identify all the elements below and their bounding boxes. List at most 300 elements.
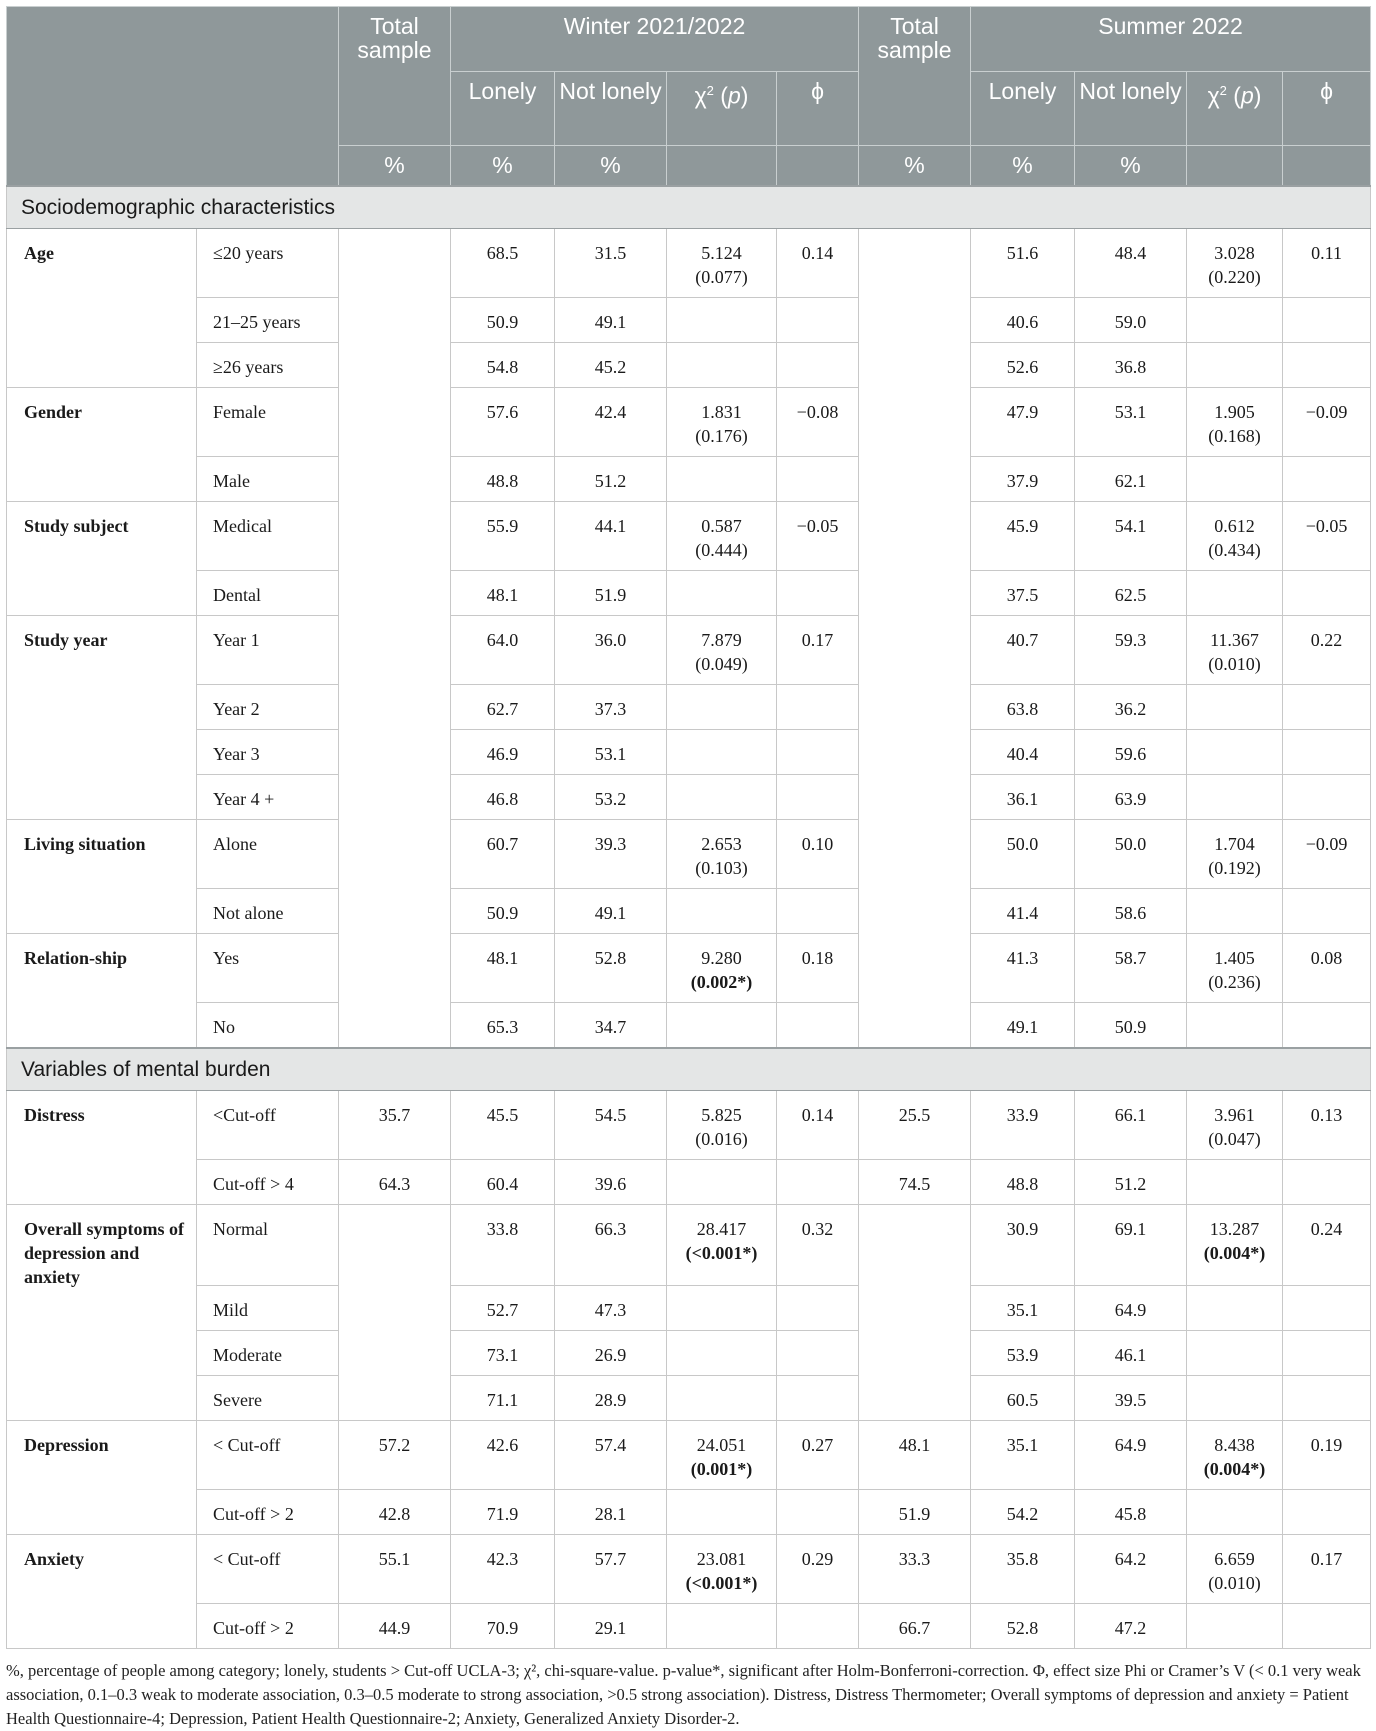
- footnote-text: %, percentage of people among category; lonely, students > Cut-off UCLA-3; χ², chi-square-value. p-value*, significant after Holm-Bonferroni-correction. Φ, effect size Phi or Cramer’s V (< 0.1 very weak association, 0.1–0.3 weak to moderate association, 0.3–0.5 moderate to strong association, >0.5 strong association). Distress, Distress Thermometer; Overall symptoms of depression and anxiety = Patient Health Questionnaire-4; Depression, Patient Health Questionnaire-2; Anxiety, Generalized Anxiety Disorder-2.: [6, 1661, 1361, 1728]
- summer-chi-cell: [1187, 775, 1283, 820]
- winter-chi-cell: [667, 571, 777, 616]
- table-row: [7, 1490, 1371, 1535]
- winter-not-lonely-cell: 36.0: [555, 616, 667, 685]
- winter-chi-cell: [667, 730, 777, 775]
- table-footnote: [6, 1649, 1370, 1731]
- winter-not-lonely-cell: 45.2: [555, 343, 667, 388]
- total-sample-winter-cell: [339, 1205, 451, 1421]
- summer-chi-cell: [1187, 1205, 1283, 1286]
- winter-phi-cell: [777, 1490, 859, 1535]
- summer-phi-cell: 0.13: [1283, 1091, 1371, 1160]
- summer-phi-cell: [1283, 685, 1371, 730]
- row-group-label: Depression: [7, 1421, 197, 1535]
- table-row: [7, 298, 1371, 343]
- winter-chi-cell: [667, 1286, 777, 1331]
- row-group-label: Study subject: [7, 502, 197, 616]
- table-container: [6, 6, 1370, 1731]
- winter-phi-cell: 0.32: [777, 1205, 859, 1286]
- winter-lonely-cell: 33.8: [451, 1205, 555, 1286]
- summer-chi-cell: [1187, 934, 1283, 1003]
- winter-not-lonely-cell: 26.9: [555, 1331, 667, 1376]
- winter-lonely-cell: 42.6: [451, 1421, 555, 1490]
- winter-chi-cell: [667, 685, 777, 730]
- summer-lonely-cell: 37.9: [971, 457, 1075, 502]
- summer-phi-cell: 0.22: [1283, 616, 1371, 685]
- chi-value: 11.367: [1210, 630, 1259, 650]
- winter-phi-cell: −0.08: [777, 388, 859, 457]
- summer-lonely-cell: 45.9: [971, 502, 1075, 571]
- summer-lonely-cell: 40.7: [971, 616, 1075, 685]
- winter-phi-cell: 0.18: [777, 934, 859, 1003]
- summer-chi-cell: [1187, 1003, 1283, 1049]
- summer-not-lonely-cell: 64.9: [1075, 1286, 1187, 1331]
- summer-chi-cell: [1187, 820, 1283, 889]
- header-winter-not-lonely: Not lonely: [555, 72, 667, 146]
- summer-not-lonely-cell: 63.9: [1075, 775, 1187, 820]
- summer-phi-cell: [1283, 1490, 1371, 1535]
- winter-not-lonely-cell: 57.7: [555, 1535, 667, 1604]
- summer-chi-cell: [1187, 1490, 1283, 1535]
- winter-phi-cell: [777, 1003, 859, 1049]
- chi-value: 3.961: [1214, 1105, 1255, 1125]
- winter-phi-cell: 0.29: [777, 1535, 859, 1604]
- chi-value: 5.825: [701, 1105, 742, 1125]
- header-pct: %: [1075, 146, 1187, 187]
- winter-not-lonely-cell: 39.6: [555, 1160, 667, 1205]
- chi-value: 1.905: [1214, 402, 1255, 422]
- chi-value: 13.287: [1209, 1219, 1260, 1239]
- summer-chi-cell: [1187, 1286, 1283, 1331]
- section-title: Sociodemographic characteristics: [7, 186, 1371, 229]
- table-row: [7, 775, 1371, 820]
- chi-value: 0.612: [1214, 516, 1255, 536]
- row-category-label: Year 1: [197, 616, 339, 685]
- summer-not-lonely-cell: 36.8: [1075, 343, 1187, 388]
- p-value: (0.047): [1208, 1129, 1261, 1149]
- p-value: (0.192): [1208, 858, 1261, 878]
- summer-not-lonely-cell: 47.2: [1075, 1604, 1187, 1649]
- summer-phi-cell: [1283, 571, 1371, 616]
- chi-value: 0.587: [701, 516, 742, 536]
- winter-lonely-cell: 42.3: [451, 1535, 555, 1604]
- winter-phi-cell: [777, 775, 859, 820]
- summer-phi-cell: −0.09: [1283, 820, 1371, 889]
- table-row: [7, 685, 1371, 730]
- total-sample-summer-cell: 25.5: [859, 1091, 971, 1160]
- row-category-label: Female: [197, 388, 339, 457]
- summer-chi-cell: [1187, 730, 1283, 775]
- total-sample-summer-cell: 48.1: [859, 1421, 971, 1490]
- header-pct: %: [339, 146, 451, 187]
- summer-chi-cell: [1187, 502, 1283, 571]
- winter-not-lonely-cell: 37.3: [555, 685, 667, 730]
- row-category-label: Year 2: [197, 685, 339, 730]
- summer-chi-cell: [1187, 343, 1283, 388]
- summer-lonely-cell: 35.8: [971, 1535, 1075, 1604]
- winter-phi-cell: [777, 1376, 859, 1421]
- p-value: (0.220): [1208, 267, 1261, 287]
- header-winter-lonely: Lonely: [451, 72, 555, 146]
- winter-phi-cell: 0.14: [777, 1091, 859, 1160]
- winter-chi-cell: [667, 820, 777, 889]
- header-pct: %: [859, 146, 971, 187]
- summer-not-lonely-cell: 58.7: [1075, 934, 1187, 1003]
- chi-value: 2.653: [701, 834, 742, 854]
- summer-chi-cell: [1187, 229, 1283, 298]
- p-value: (0.168): [1208, 426, 1261, 446]
- header-pct: %: [451, 146, 555, 187]
- summer-not-lonely-cell: 59.3: [1075, 616, 1187, 685]
- row-category-label: Normal: [197, 1205, 339, 1286]
- header-pct: %: [971, 146, 1075, 187]
- row-group-label: Study year: [7, 616, 197, 820]
- winter-lonely-cell: 50.9: [451, 889, 555, 934]
- header-empty: [1187, 146, 1283, 187]
- winter-not-lonely-cell: 49.1: [555, 889, 667, 934]
- p-value: (0.004*): [1203, 1243, 1266, 1263]
- winter-phi-cell: [777, 1160, 859, 1205]
- p-value: (0.103): [695, 858, 748, 878]
- row-group-label: Living situation: [7, 820, 197, 934]
- summer-chi-cell: [1187, 1331, 1283, 1376]
- row-category-label: Medical: [197, 502, 339, 571]
- summer-phi-cell: 0.17: [1283, 1535, 1371, 1604]
- table-row: [7, 1160, 1371, 1205]
- summer-phi-cell: [1283, 298, 1371, 343]
- winter-not-lonely-cell: 39.3: [555, 820, 667, 889]
- summer-chi-cell: [1187, 1535, 1283, 1604]
- winter-lonely-cell: 48.8: [451, 457, 555, 502]
- row-category-label: <Cut-off: [197, 1091, 339, 1160]
- winter-chi-cell: [667, 388, 777, 457]
- summer-lonely-cell: 30.9: [971, 1205, 1075, 1286]
- winter-chi-cell: [667, 889, 777, 934]
- p-value: (0.004*): [1203, 1459, 1266, 1479]
- table-row: [7, 1003, 1371, 1049]
- winter-lonely-cell: 55.9: [451, 502, 555, 571]
- p-value: (0.002*): [690, 972, 753, 992]
- summer-lonely-cell: 41.3: [971, 934, 1075, 1003]
- total-sample-winter-cell: 55.1: [339, 1535, 451, 1604]
- winter-chi-cell: [667, 1604, 777, 1649]
- row-category-label: Year 4 +: [197, 775, 339, 820]
- table-row: [7, 934, 1371, 1003]
- winter-lonely-cell: 64.0: [451, 616, 555, 685]
- summer-chi-cell: [1187, 616, 1283, 685]
- header-winter-chi: $\chi^2$ (p): [667, 72, 777, 146]
- table-row: [7, 229, 1371, 298]
- winter-lonely-cell: 46.8: [451, 775, 555, 820]
- summer-phi-cell: [1283, 343, 1371, 388]
- summer-phi-cell: [1283, 1160, 1371, 1205]
- winter-chi-cell: [667, 1376, 777, 1421]
- row-category-label: Alone: [197, 820, 339, 889]
- winter-not-lonely-cell: 29.1: [555, 1604, 667, 1649]
- winter-chi-cell: [667, 343, 777, 388]
- winter-chi-cell: [667, 616, 777, 685]
- winter-lonely-cell: 46.9: [451, 730, 555, 775]
- winter-lonely-cell: 50.9: [451, 298, 555, 343]
- summer-lonely-cell: 52.6: [971, 343, 1075, 388]
- summer-not-lonely-cell: 62.5: [1075, 571, 1187, 616]
- row-category-label: Year 3: [197, 730, 339, 775]
- row-category-label: Not alone: [197, 889, 339, 934]
- winter-not-lonely-cell: 53.1: [555, 730, 667, 775]
- summer-phi-cell: [1283, 1003, 1371, 1049]
- summer-phi-cell: 0.11: [1283, 229, 1371, 298]
- chi-value: 8.438: [1214, 1435, 1255, 1455]
- row-group-label: Relation-ship: [7, 934, 197, 1049]
- winter-not-lonely-cell: 54.5: [555, 1091, 667, 1160]
- chi-value: 1.405: [1214, 948, 1255, 968]
- winter-not-lonely-cell: 44.1: [555, 502, 667, 571]
- winter-chi-cell: [667, 1205, 777, 1286]
- p-value: (<0.001*): [685, 1573, 758, 1593]
- winter-phi-cell: [777, 571, 859, 616]
- table-row: [7, 388, 1371, 457]
- row-category-label: < Cut-off: [197, 1421, 339, 1490]
- summer-not-lonely-cell: 50.0: [1075, 820, 1187, 889]
- winter-lonely-cell: 57.6: [451, 388, 555, 457]
- row-category-label: Cut-off > 4: [197, 1160, 339, 1205]
- header-summer-lonely: Lonely: [971, 72, 1075, 146]
- loneliness-table: [6, 6, 1371, 1649]
- table-body: [7, 186, 1371, 1649]
- chi-value: 9.280: [701, 948, 742, 968]
- summer-chi-cell: [1187, 1091, 1283, 1160]
- header-total-sample-winter: Total sample: [339, 7, 451, 146]
- chi-value: 7.879: [701, 630, 742, 650]
- row-category-label: Cut-off > 2: [197, 1490, 339, 1535]
- p-value: (0.077): [695, 267, 748, 287]
- table-row: [7, 457, 1371, 502]
- total-sample-winter-cell: 57.2: [339, 1421, 451, 1490]
- winter-phi-cell: [777, 343, 859, 388]
- p-value: (0.236): [1208, 972, 1261, 992]
- total-sample-summer-cell: 74.5: [859, 1160, 971, 1205]
- header-empty: [777, 146, 859, 187]
- winter-chi-cell: [667, 298, 777, 343]
- winter-phi-cell: [777, 685, 859, 730]
- winter-phi-cell: [777, 1286, 859, 1331]
- winter-not-lonely-cell: 42.4: [555, 388, 667, 457]
- winter-not-lonely-cell: 34.7: [555, 1003, 667, 1049]
- summer-not-lonely-cell: 66.1: [1075, 1091, 1187, 1160]
- p-value: (0.001*): [690, 1459, 753, 1479]
- row-category-label: Mild: [197, 1286, 339, 1331]
- chi-value: 3.028: [1214, 243, 1255, 263]
- row-group-label: Gender: [7, 388, 197, 502]
- winter-chi-cell: [667, 1091, 777, 1160]
- summer-lonely-cell: 53.9: [971, 1331, 1075, 1376]
- winter-lonely-cell: 60.7: [451, 820, 555, 889]
- summer-chi-cell: [1187, 457, 1283, 502]
- chi-value: 6.659: [1214, 1549, 1255, 1569]
- summer-not-lonely-cell: 50.9: [1075, 1003, 1187, 1049]
- summer-not-lonely-cell: 39.5: [1075, 1376, 1187, 1421]
- summer-not-lonely-cell: 64.9: [1075, 1421, 1187, 1490]
- summer-not-lonely-cell: 36.2: [1075, 685, 1187, 730]
- summer-phi-cell: [1283, 1604, 1371, 1649]
- winter-chi-cell: [667, 1421, 777, 1490]
- table-row: [7, 1535, 1371, 1604]
- winter-chi-cell: [667, 1160, 777, 1205]
- summer-lonely-cell: 40.4: [971, 730, 1075, 775]
- summer-phi-cell: [1283, 1331, 1371, 1376]
- winter-lonely-cell: 73.1: [451, 1331, 555, 1376]
- summer-lonely-cell: 48.8: [971, 1160, 1075, 1205]
- winter-chi-cell: [667, 934, 777, 1003]
- summer-phi-cell: −0.09: [1283, 388, 1371, 457]
- winter-not-lonely-cell: 28.1: [555, 1490, 667, 1535]
- winter-lonely-cell: 70.9: [451, 1604, 555, 1649]
- table-row: [7, 571, 1371, 616]
- table-row: [7, 1205, 1371, 1286]
- winter-phi-cell: 0.27: [777, 1421, 859, 1490]
- header-winter-phi: ϕ: [777, 72, 859, 146]
- winter-phi-cell: [777, 1331, 859, 1376]
- total-sample-winter-cell: 44.9: [339, 1604, 451, 1649]
- summer-chi-cell: [1187, 685, 1283, 730]
- row-category-label: ≤20 years: [197, 229, 339, 298]
- total-sample-winter-cell: 64.3: [339, 1160, 451, 1205]
- winter-chi-cell: [667, 1490, 777, 1535]
- table-row: [7, 1091, 1371, 1160]
- table-row: [7, 502, 1371, 571]
- summer-lonely-cell: 52.8: [971, 1604, 1075, 1649]
- winter-lonely-cell: 48.1: [451, 571, 555, 616]
- summer-not-lonely-cell: 69.1: [1075, 1205, 1187, 1286]
- chi-value: 28.417: [696, 1219, 747, 1239]
- chi-value: 24.051: [696, 1435, 747, 1455]
- summer-lonely-cell: 35.1: [971, 1421, 1075, 1490]
- summer-phi-cell: [1283, 1376, 1371, 1421]
- section-title: Variables of mental burden: [7, 1048, 1371, 1091]
- winter-phi-cell: [777, 1604, 859, 1649]
- winter-phi-cell: [777, 457, 859, 502]
- summer-lonely-cell: 37.5: [971, 571, 1075, 616]
- p-value: (<0.001*): [685, 1243, 758, 1263]
- winter-phi-cell: 0.14: [777, 229, 859, 298]
- header-winter: Winter 2021/2022: [451, 7, 859, 72]
- summer-lonely-cell: 33.9: [971, 1091, 1075, 1160]
- winter-lonely-cell: 54.8: [451, 343, 555, 388]
- summer-phi-cell: 0.08: [1283, 934, 1371, 1003]
- row-group-label: Age: [7, 229, 197, 388]
- winter-lonely-cell: 45.5: [451, 1091, 555, 1160]
- winter-lonely-cell: 68.5: [451, 229, 555, 298]
- p-value: (0.010): [1208, 654, 1261, 674]
- total-sample-summer-cell: 33.3: [859, 1535, 971, 1604]
- total-sample-summer-cell: [859, 1205, 971, 1421]
- total-sample-summer-cell: [859, 229, 971, 1049]
- winter-not-lonely-cell: 31.5: [555, 229, 667, 298]
- table-row: [7, 616, 1371, 685]
- summer-phi-cell: −0.05: [1283, 502, 1371, 571]
- summer-lonely-cell: 49.1: [971, 1003, 1075, 1049]
- p-value: (0.444): [695, 540, 748, 560]
- winter-chi-cell: [667, 775, 777, 820]
- summer-chi-cell: [1187, 571, 1283, 616]
- summer-phi-cell: [1283, 889, 1371, 934]
- winter-chi-cell: [667, 1003, 777, 1049]
- winter-phi-cell: [777, 889, 859, 934]
- summer-phi-cell: [1283, 775, 1371, 820]
- p-value: (0.434): [1208, 540, 1261, 560]
- summer-phi-cell: [1283, 457, 1371, 502]
- summer-not-lonely-cell: 59.6: [1075, 730, 1187, 775]
- table-row: [7, 1286, 1371, 1331]
- row-category-label: Male: [197, 457, 339, 502]
- winter-chi-cell: [667, 457, 777, 502]
- summer-lonely-cell: 63.8: [971, 685, 1075, 730]
- winter-chi-cell: [667, 229, 777, 298]
- winter-lonely-cell: 71.9: [451, 1490, 555, 1535]
- row-category-label: Dental: [197, 571, 339, 616]
- table-row: [7, 1331, 1371, 1376]
- p-value: (0.010): [1208, 1573, 1261, 1593]
- table-row: [7, 343, 1371, 388]
- section-mental-burden: [7, 1048, 1371, 1091]
- header-summer-not-lonely: Not lonely: [1075, 72, 1187, 146]
- row-category-label: Severe: [197, 1376, 339, 1421]
- winter-not-lonely-cell: 53.2: [555, 775, 667, 820]
- table-row: [7, 1376, 1371, 1421]
- summer-lonely-cell: 50.0: [971, 820, 1075, 889]
- winter-lonely-cell: 71.1: [451, 1376, 555, 1421]
- winter-phi-cell: 0.17: [777, 616, 859, 685]
- winter-phi-cell: 0.10: [777, 820, 859, 889]
- winter-not-lonely-cell: 66.3: [555, 1205, 667, 1286]
- chi-value: 1.831: [701, 402, 742, 422]
- header-total-sample-summer: Total sample: [859, 7, 971, 146]
- chi-value: 5.124: [701, 243, 742, 263]
- table-row: [7, 889, 1371, 934]
- summer-not-lonely-cell: 59.0: [1075, 298, 1187, 343]
- winter-not-lonely-cell: 49.1: [555, 298, 667, 343]
- chi-value: 1.704: [1214, 834, 1255, 854]
- winter-lonely-cell: 52.7: [451, 1286, 555, 1331]
- row-category-label: 21–25 years: [197, 298, 339, 343]
- summer-lonely-cell: 35.1: [971, 1286, 1075, 1331]
- summer-not-lonely-cell: 58.6: [1075, 889, 1187, 934]
- table-row: [7, 820, 1371, 889]
- summer-phi-cell: [1283, 1286, 1371, 1331]
- total-sample-summer-cell: 51.9: [859, 1490, 971, 1535]
- header-summer-phi: ϕ: [1283, 72, 1371, 146]
- total-sample-winter-cell: 35.7: [339, 1091, 451, 1160]
- table-header: [7, 7, 1371, 187]
- winter-phi-cell: [777, 298, 859, 343]
- table-row: [7, 1421, 1371, 1490]
- summer-phi-cell: 0.24: [1283, 1205, 1371, 1286]
- p-value: (0.176): [695, 426, 748, 446]
- p-value: (0.016): [695, 1129, 748, 1149]
- summer-chi-cell: [1187, 889, 1283, 934]
- summer-chi-cell: [1187, 1376, 1283, 1421]
- table-row: [7, 730, 1371, 775]
- winter-chi-cell: [667, 1535, 777, 1604]
- summer-not-lonely-cell: 64.2: [1075, 1535, 1187, 1604]
- summer-chi-cell: [1187, 1421, 1283, 1490]
- winter-chi-cell: [667, 1331, 777, 1376]
- total-sample-winter-cell: 42.8: [339, 1490, 451, 1535]
- summer-not-lonely-cell: 46.1: [1075, 1331, 1187, 1376]
- summer-chi-cell: [1187, 298, 1283, 343]
- summer-not-lonely-cell: 45.8: [1075, 1490, 1187, 1535]
- summer-not-lonely-cell: 48.4: [1075, 229, 1187, 298]
- row-group-label: Anxiety: [7, 1535, 197, 1649]
